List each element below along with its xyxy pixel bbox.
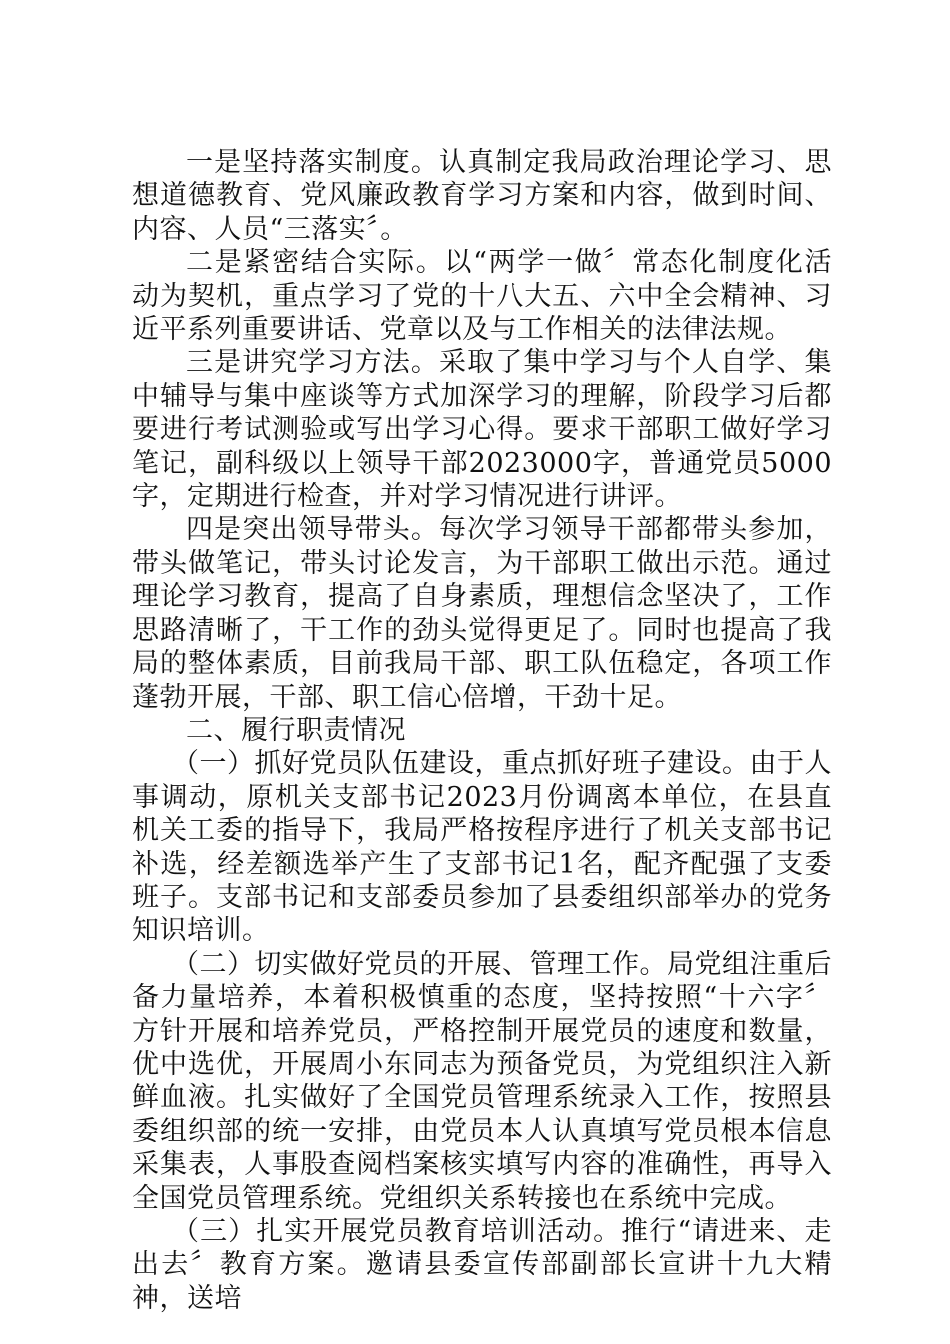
paragraph-implement-system: 一是坚持落实制度。认真制定我局政治理论学习、思想道德教育、党风廉政教育学习方案和内容，做到时间、内容、人员“三落实〞。 <box>132 147 832 245</box>
section-heading-duties: 二、履行职责情况 <box>186 714 406 746</box>
document-body <box>132 146 832 1315</box>
paragraph-study-methods: 三是讲究学习方法。采取了集中学习与个人自学、集中辅导与集中座谈等方式加深学习的理解，阶段学习后都要进行考试测验或写出学习心得。要求干部职工做好学习笔记，副科级以上领导干部2023000字，普通党员5000字，定期进行检查，并对学习情况进行讲评。 <box>132 347 832 513</box>
paragraph-leadership-example: 四是突出领导带头。每次学习领导干部都带头参加，带头做笔记，带头讨论发言，为干部职工做出示范。通过理论学习教育，提高了自身素质，理想信念坚决了，工作思路清晰了，干工作的劲头觉得更足了。同时也提高了我局的整体素质，目前我局干部、职工队伍稳定，各项工作蓬勃开展，干部、职工信心倍增，干劲十足。 <box>132 514 832 713</box>
paragraph-education-training: （三）扎实开展党员教育培训活动。推行“请进来、走出去〞教育方案。邀请县委宣传部副部长宣讲十九大精神，送培 <box>132 1216 832 1314</box>
paragraph-member-management: （二）切实做好党员的开展、管理工作。局党组注重后备力量培养，本着积极慎重的态度，坚持按照“十六字〞方针开展和培养党员，严格控制开展党员的速度和数量，优中选优，开展周小东同志为预备党员，为党组织注入新鲜血液。扎实做好了全国党员管理系统录入工作，按照县委组织部的统一安排，由党员本人认真填写党员根本信息采集表，人事股查阅档案核实填写内容的准确性，再导入全国党员管理系统。党组织关系转接也在系统中完成。 <box>132 948 832 1214</box>
paragraph-team-building: （一）抓好党员队伍建设，重点抓好班子建设。由于人事调动，原机关支部书记2023月份调离本单位，在县直机关工委的指导下，我局严格按程序进行了机关支部书记补选，经差额选举产生了支部书记1名，配齐配强了支委班子。支部书记和支部委员参加了县委组织部举办的党务知识培训。 <box>132 748 832 947</box>
paragraph-combine-practice: 二是紧密结合实际。以“两学一做〞常态化制度化活动为契机，重点学习了党的十八大五、六中全会精神、习近平系列重要讲话、党章以及与工作相关的法律法规。 <box>132 247 832 346</box>
